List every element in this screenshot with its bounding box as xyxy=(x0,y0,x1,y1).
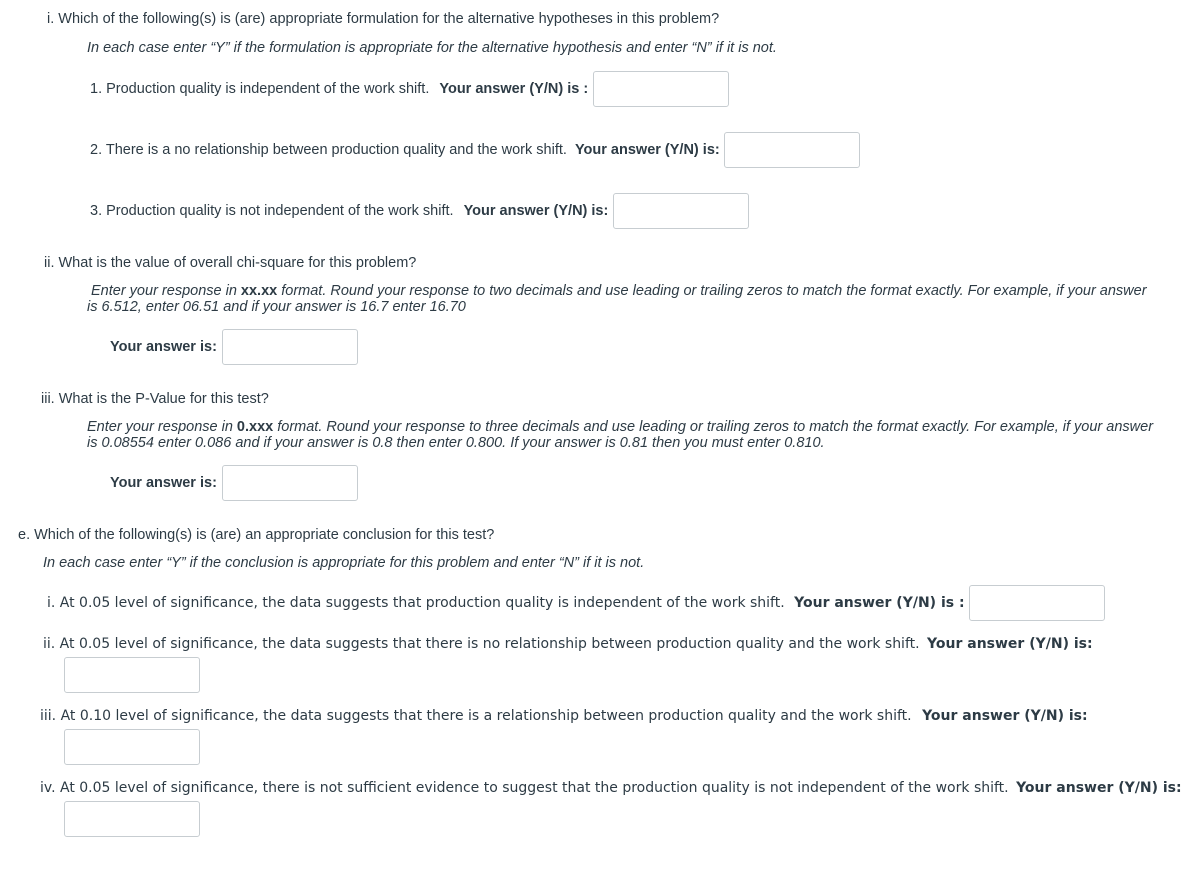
instruction-d-ii-pre: Enter your response in xyxy=(91,283,241,299)
hypothesis-item-3 xyxy=(90,193,749,229)
conclusion-item-i-answer-input[interactable] xyxy=(969,585,1105,621)
hypothesis-item-3-text: 3. Production quality is not independent of the work shift. xyxy=(90,203,454,219)
conclusion-item-ii xyxy=(43,636,1093,652)
hypothesis-item-3-answer-label: Your answer (Y/N) is: xyxy=(463,203,609,219)
hypothesis-item-2-text: 2. There is a no relationship between production quality and the work shift. xyxy=(90,142,567,158)
question-d-ii: ii. What is the value of overall chi-square for this problem? xyxy=(44,255,417,271)
p-value-answer-input[interactable] xyxy=(222,465,358,501)
instruction-d-iii xyxy=(87,419,1162,451)
conclusion-item-iii-answer-input[interactable] xyxy=(64,729,200,765)
conclusion-item-i-text: i. At 0.05 level of significance, the data suggests that production quality is independent of the work shift. xyxy=(47,595,785,611)
hypothesis-item-1-answer-input[interactable] xyxy=(593,71,729,107)
hypothesis-item-1 xyxy=(90,71,729,107)
conclusion-item-ii-text: ii. At 0.05 level of significance, the data suggests that there is no relationship between production quality and the work shift. xyxy=(43,636,920,652)
instruction-e: In each case enter “Y” if the conclusion is appropriate for this problem and enter “N” if it is not. xyxy=(43,555,645,571)
instruction-d-iii-post: format. Round your response to three decimals and use leading or trailing zeros to match the format exactly. For example, if your answer is 0.08554 enter 0.086 and if your answer is 0.8 then enter 0.800. If your answer is 0.81 then you must enter 0.810. xyxy=(87,419,1154,451)
hypothesis-item-2 xyxy=(90,132,860,168)
instruction-d-ii xyxy=(87,283,1157,315)
instruction-d-i: In each case enter “Y” if the formulation is appropriate for the alternative hypothesis and enter “N” if it is not. xyxy=(87,40,777,56)
instruction-d-iii-pre: Enter your response in xyxy=(87,419,237,435)
conclusion-item-i xyxy=(47,585,1105,621)
conclusion-item-iii xyxy=(40,708,1088,724)
conclusion-item-ii-answer-label: Your answer (Y/N) is: xyxy=(927,636,1093,652)
chi-square-answer-input[interactable] xyxy=(222,329,358,365)
conclusion-item-i-answer-label: Your answer (Y/N) is : xyxy=(794,595,965,611)
hypothesis-item-1-answer-label: Your answer (Y/N) is : xyxy=(439,81,589,97)
question-d-iii: iii. What is the P-Value for this test? xyxy=(41,391,269,407)
question-e: e. Which of the following(s) is (are) an appropriate conclusion for this test? xyxy=(18,527,495,543)
format-0-xxx: 0.xxx xyxy=(236,419,274,435)
conclusion-item-iii-answer-label: Your answer (Y/N) is: xyxy=(922,708,1088,724)
hypothesis-item-3-answer-input[interactable] xyxy=(613,193,749,229)
question-d-i: i. Which of the following(s) is (are) appropriate formulation for the alternative hypotheses in this problem? xyxy=(47,11,720,27)
conclusion-item-iv-answer-label: Your answer (Y/N) is: xyxy=(1016,780,1182,796)
conclusion-item-ii-answer-input[interactable] xyxy=(64,657,200,693)
hypothesis-item-2-answer-label: Your answer (Y/N) is: xyxy=(574,142,720,158)
instruction-d-ii-post: format. Round your response to two decimals and use leading or trailing zeros to match the format exactly. For example, if your answer is 6.512, enter 06.51 and if your answer is 16.7 enter 16.70 xyxy=(87,283,1147,315)
conclusion-item-iv-text: iv. At 0.05 level of significance, there is not sufficient evidence to suggest that the production quality is not independent of the work shift. xyxy=(40,780,1009,796)
conclusion-item-iv xyxy=(40,780,1182,796)
hypothesis-item-1-text: 1. Production quality is independent of the work shift. xyxy=(90,81,430,97)
p-value-answer-row xyxy=(110,465,358,501)
chi-square-answer-row xyxy=(110,329,358,365)
hypothesis-item-2-answer-input[interactable] xyxy=(724,132,860,168)
conclusion-item-iii-text: iii. At 0.10 level of significance, the data suggests that there is a relationship between production quality and the work shift. xyxy=(40,708,912,724)
conclusion-item-iv-answer-input[interactable] xyxy=(64,801,200,837)
p-value-answer-label: Your answer is: xyxy=(110,475,217,491)
chi-square-answer-label: Your answer is: xyxy=(110,339,217,355)
format-xx-xx: xx.xx xyxy=(240,283,278,299)
